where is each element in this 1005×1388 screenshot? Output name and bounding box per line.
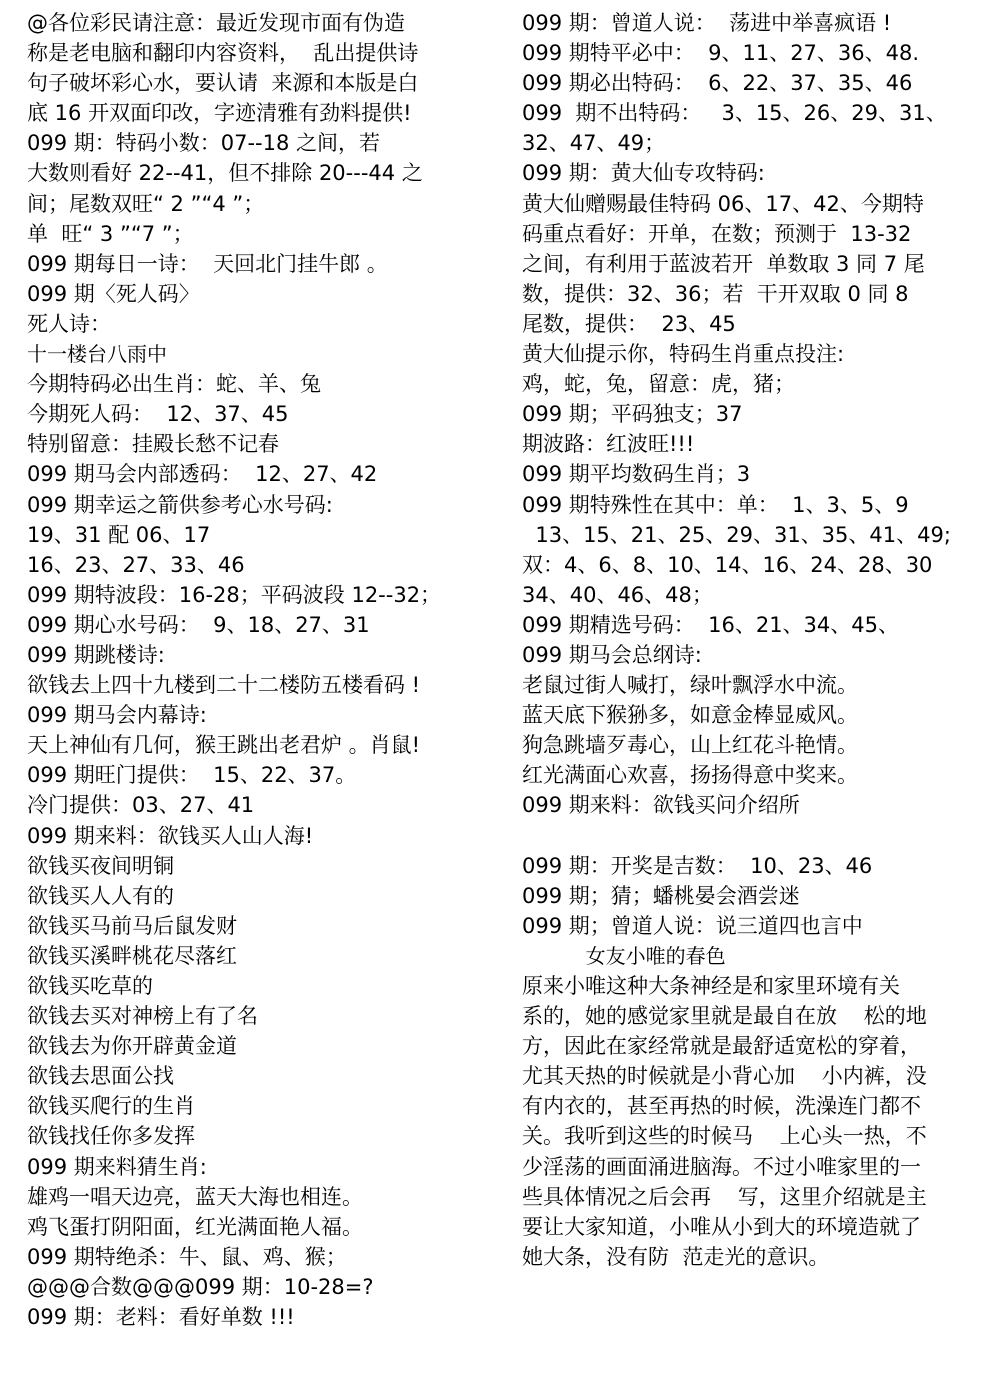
- text-line: 尤其天热的时候就是小背心加 小内裤，没: [522, 1064, 927, 1089]
- text-line: 狗急跳墙歹毒心，山上红花斗艳情。: [522, 733, 858, 758]
- text-line: 099 期〈死人码〉: [27, 281, 200, 306]
- text-line: 099 期心水号码： 9、18、27、31: [27, 612, 370, 637]
- text-line: 欲钱买溪畔桃花尽落红: [27, 943, 237, 968]
- right-column: [522, 8, 992, 1272]
- left-column: [27, 8, 497, 1332]
- text-line: 欲钱买人人有的: [27, 883, 174, 908]
- text-line: 有内衣的，甚至再热的时候，洗澡连门都不: [522, 1094, 921, 1119]
- text-line: 尾数，提供： 23、45: [522, 311, 736, 336]
- text-line: 老鼠过街人喊打，绿叶飘浮水中流。: [522, 673, 858, 698]
- text-line: 099 期特波段：16-28；平码波段 12--32；: [27, 582, 442, 607]
- text-line: 数，提供：32、36；若 干开双取 0 同 8: [522, 281, 909, 306]
- text-line: 间；尾数双旺“ 2 ”“4 ”；: [27, 191, 265, 216]
- text-line: 099 期：曾道人说： 荡进中举喜疯语 !: [522, 11, 892, 35]
- text-line: 099 期旺门提供： 15、22、37。: [27, 763, 357, 788]
- text-line: 099 期：黄大仙专攻特码:: [522, 161, 765, 186]
- text-line: 黄大仙赠赐最佳特码 06、17、42、今期特: [522, 191, 924, 216]
- blank-line: [522, 821, 992, 851]
- text-line: 要让大家知道，小唯从小到大的环境造就了: [522, 1214, 921, 1239]
- text-line: 欲钱去思面公找: [27, 1064, 174, 1089]
- text-line: 099 期特绝杀：牛、鼠、鸡、猴；: [27, 1244, 347, 1269]
- text-line: 关。我听到这些的时候马 上心头一热，不: [522, 1124, 927, 1149]
- text-line: 099 期每日一诗： 天回北门挂牛郎 。: [27, 251, 388, 276]
- text-line: 些具体情况之后会再 写，这里介绍就是主: [522, 1184, 927, 1209]
- text-line: 欲钱买爬行的生肖: [27, 1094, 195, 1119]
- text-line: 099 期来料：欲钱买问介绍所: [522, 793, 800, 818]
- text-line: 她大条，没有防 范走光的意识。: [522, 1244, 830, 1269]
- text-line: 雄鸡一唱天边亮，蓝天大海也相连。: [27, 1184, 363, 1209]
- text-line: 大数则看好 22--41，但不排除 20---44 之: [27, 161, 423, 186]
- text-line: 特别留意：挂殿长愁不记春: [27, 432, 279, 457]
- text-line: 天上神仙有几何，猴王跳出老君炉 。肖鼠!: [27, 733, 421, 758]
- text-line: 句子破坏彩心水，要认请 来源和本版是白: [27, 71, 419, 96]
- text-line: 少淫荡的画面涌进脑海。不过小唯家里的一: [522, 1154, 921, 1179]
- text-line: 称是老电脑和翻印内容资料， 乱出提供诗: [27, 41, 419, 66]
- text-line: @各位彩民请注意：最近发现市面有伪造: [27, 11, 405, 35]
- text-line: 32、47、49；: [522, 131, 666, 156]
- text-line: 今期特码必出生肖：蛇、羊、兔: [27, 372, 321, 397]
- text-line: 单 旺“ 3 ”“7 ”；: [27, 221, 194, 246]
- text-line: 期波路：红波旺!!!: [522, 432, 695, 457]
- text-line: 34、40、46、48；: [522, 582, 713, 607]
- text-line: 099 期马会内部透码： 12、27、42: [27, 462, 378, 487]
- text-line: 欲钱买马前马后鼠发财: [27, 913, 237, 938]
- text-line: 欲钱买夜间明铜: [27, 853, 174, 878]
- text-line: 099 期马会总纲诗:: [522, 642, 702, 667]
- text-line: 099 期；曾道人说：说三道四也言中: [522, 913, 863, 938]
- text-line: 欲钱去买对神榜上有了名: [27, 1004, 258, 1029]
- text-line: 原来小唯这种大条神经是和家里环境有关: [522, 974, 900, 998]
- text-line: 099 期；猜；蟠桃晏会酒尝迷: [522, 883, 800, 908]
- text-line: 鸡，蛇，兔，留意：虎，猪；: [522, 372, 795, 397]
- text-line: 红光满面心欢喜，扬扬得意中奖来。: [522, 763, 858, 788]
- text-line: 099 期：老料：看好单数 !!!: [27, 1305, 295, 1330]
- text-line: 蓝天底下猴狲多，如意金棒显威风。: [522, 703, 858, 728]
- text-line: 19、31 配 06、17: [27, 522, 211, 547]
- text-line: 双：4、6、8、10、14、16、24、28、30: [522, 552, 933, 577]
- text-line: 099 期精选号码： 16、21、34、45、: [522, 612, 899, 637]
- text-line: 099 期：特码小数：07--18 之间，若: [27, 131, 381, 156]
- text-line: 099 期不出特码： 3、15、26、29、31、: [522, 101, 947, 126]
- text-line: 之间，有利用于蓝波若开 单数取 3 同 7 尾: [522, 251, 925, 276]
- text-line: 鸡飞蛋打阴阳面，红光满面艳人福。: [27, 1214, 363, 1239]
- text-line: 底 16 开双面印改，字迹清雅有劲料提供!: [27, 101, 412, 126]
- text-line: 099 期平均数码生肖；3: [522, 462, 751, 487]
- text-line: 黄大仙提示你，特码生肖重点投注:: [522, 342, 845, 367]
- text-line: 099 期来料猜生肖:: [27, 1154, 207, 1179]
- text-line: 099 期；平码独支；37: [522, 402, 743, 427]
- text-line: 方，因此在家经常就是最舒适宽松的穿着，: [522, 1034, 921, 1059]
- text-line: 系的，她的感觉家里就是最自在放 松的地: [522, 1004, 927, 1029]
- text-line: 16、23、27、33、46: [27, 552, 245, 577]
- text-line: 099 期幸运之箭供参考心水号码:: [27, 492, 333, 517]
- text-line: 099 期马会内幕诗:: [27, 703, 207, 728]
- text-line: 欲钱找任你多发挥: [27, 1124, 195, 1149]
- text-line: 今期死人码： 12、37、45: [27, 402, 289, 427]
- text-line: 099 期特平必中： 9、11、27、36、48.: [522, 41, 920, 66]
- text-line: 099 期特殊性在其中：单： 1、3、5、9: [522, 492, 909, 517]
- text-line: 死人诗：: [27, 311, 111, 336]
- text-line: 欲钱买吃草的: [27, 974, 153, 998]
- text-line: 十一楼台八雨中: [27, 342, 167, 367]
- text-line: 099 期来料：欲钱买人山人海!: [27, 823, 314, 848]
- text-line: 码重点看好：开单，在数；预测于 13-32: [522, 221, 912, 246]
- text-line: 冷门提供：03、27、41: [27, 793, 255, 818]
- text-line: 099 期必出特码： 6、22、37、35、46: [522, 71, 913, 96]
- text-line: 欲钱去上四十九楼到二十二楼防五楼看码 !: [27, 673, 421, 698]
- text-line: 099 期：开奖是吉数： 10、23、46: [522, 853, 873, 878]
- text-line: 099 期跳楼诗:: [27, 642, 165, 667]
- text-line: 欲钱去为你开辟黄金道: [27, 1034, 237, 1059]
- text-line: 女友小唯的春色: [522, 943, 726, 968]
- text-line: @@@合数@@@099 期：10-28=?: [27, 1274, 374, 1299]
- text-line: 13、15、21、25、29、31、35、41、49;: [522, 522, 951, 547]
